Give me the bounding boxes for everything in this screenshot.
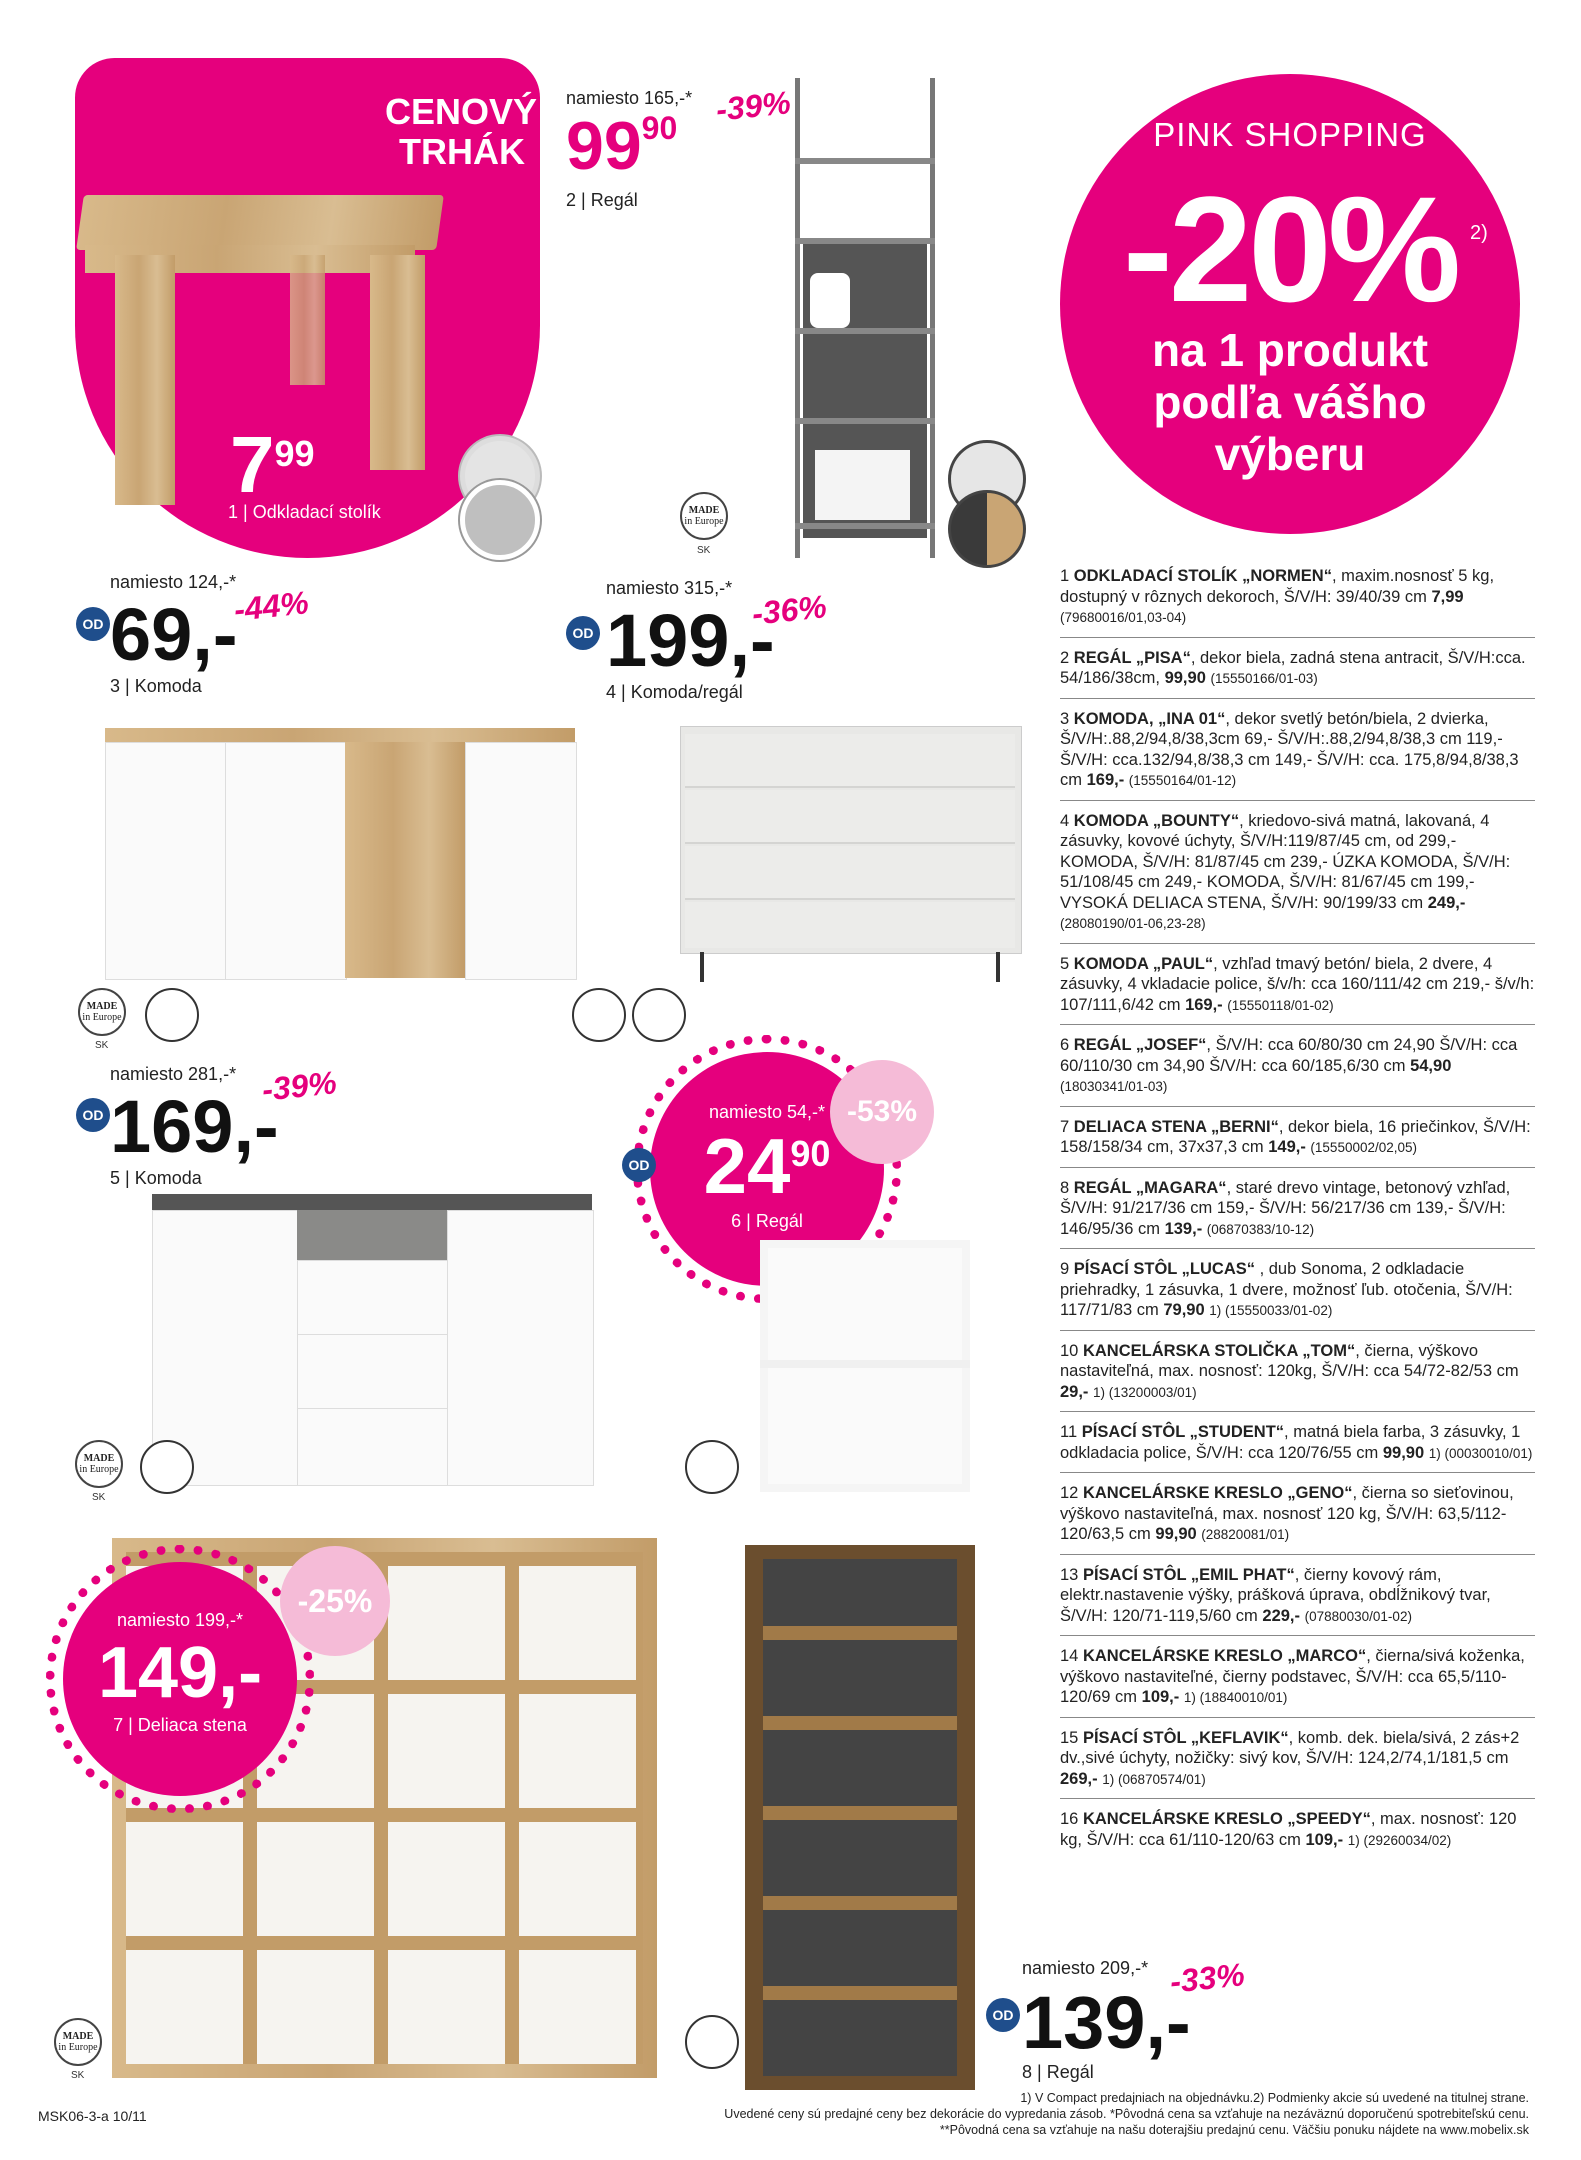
- product-name: KANCELÁRSKE KRESLO „GENO“: [1082, 1484, 1353, 1502]
- promo-subtitle: [1060, 324, 1520, 480]
- item6-caption: 6 | Regál: [731, 1211, 803, 1231]
- country-code: SK: [92, 1492, 106, 1503]
- color-swatch-grey[interactable]: [460, 480, 540, 560]
- item2-price-main: 99: [566, 108, 642, 184]
- product-name: KOMODA „PAUL“: [1073, 954, 1214, 973]
- size-variants-icon[interactable]: [685, 2015, 739, 2069]
- product-list: [1060, 562, 1535, 1865]
- made-in-europe-icon: [78, 988, 126, 1036]
- product-code: (28820081/01): [1201, 1527, 1290, 1542]
- item3-price: 69,-: [110, 593, 238, 676]
- product-name: REGÁL „PISA“: [1073, 648, 1191, 667]
- item8-was-price: namiesto 209,-*: [1022, 1958, 1149, 1978]
- product-code: (15550118/01-02): [1227, 997, 1334, 1013]
- item3-od-badge: OD: [76, 607, 110, 641]
- product-number: 12: [1060, 1484, 1079, 1502]
- item6-discount: -53%: [830, 1060, 934, 1164]
- hero-price: [230, 420, 315, 509]
- product-description: , max. nosnosť: 120 kg, Š/V/H: cca 61/110-120/63 cm: [1060, 1810, 1517, 1849]
- product-price: 99,90: [1155, 1525, 1197, 1543]
- product-entry: [1060, 1805, 1535, 1859]
- product-number: 2: [1060, 648, 1070, 667]
- product-entry: [1060, 562, 1535, 638]
- item5-price: 169,-: [110, 1085, 279, 1168]
- badge-line1: CENOVÝ: [385, 91, 538, 132]
- product-code: (79680016/01,03-04): [1060, 610, 1187, 625]
- made-label: MADE: [688, 505, 720, 516]
- product-entry: [1060, 950, 1535, 1026]
- product-description: , čierna so sieťovinou, výškovo nastaviteľná, max. nosnosť 120 kg, Š/V/H: 63,5/112-120/63,5 cm: [1060, 1484, 1514, 1543]
- shelf-pisa-image[interactable]: [795, 78, 935, 558]
- product-description: , maxim.nosnosť 5 kg, dostupný v rôznych dekoroch, Š/V/H: 39/40/39 cm: [1060, 567, 1495, 606]
- product-description: , Š/V/H: cca 60/80/30 cm 24,90 Š/V/H: cca 60/110/30 cm 34,90 Š/V/H: cca 60/185,6/30 cm: [1060, 1036, 1518, 1075]
- price-hit-badge: [385, 91, 538, 172]
- footer-note-2: Uvedené ceny sú predajné ceny bez dekorácie do vypredania zásob. *Pôvodná cena sa vzťahuje na nezáväznú doporučenú spotrebiteľskú cenu.: [724, 2107, 1529, 2121]
- size-variants-icon[interactable]: [145, 988, 199, 1042]
- product-price: 139,-: [1164, 1219, 1203, 1238]
- product-description: , vzhľad tmavý betón/ biela, 2 dvere, 4 zásuvky, 4 vkladacie police, š/v/h: cca 160/111/42 cm 219,- š/v/h: 107/111,6/42 cm: [1060, 954, 1535, 1014]
- made-sublabel: in Europe: [79, 1464, 119, 1475]
- product-entry: [1060, 1113, 1535, 1168]
- made-sublabel: in Europe: [82, 1012, 122, 1023]
- item6-price-main: 24: [703, 1122, 791, 1210]
- size-variants-icon[interactable]: [140, 1440, 194, 1494]
- product-number: 5: [1060, 954, 1070, 973]
- product-number: 8: [1060, 1178, 1070, 1197]
- item7-price-circle[interactable]: [63, 1562, 297, 1796]
- product-number: 11: [1060, 1423, 1078, 1441]
- made-sublabel: in Europe: [58, 2042, 98, 2053]
- product-price: 109,-: [1141, 1688, 1180, 1706]
- made-label: MADE: [62, 2031, 94, 2042]
- product-number: 10: [1060, 1341, 1079, 1360]
- footer-notes: [724, 2090, 1529, 2138]
- shelf-magara-image[interactable]: [745, 1545, 975, 2090]
- product-price: 99,90: [1164, 669, 1206, 687]
- item4-discount: -36%: [750, 588, 829, 632]
- product-price: 79,90: [1163, 1301, 1205, 1319]
- product-price: 54,90: [1410, 1056, 1452, 1075]
- hero-caption: 1 | Odkladací stolík: [228, 502, 381, 522]
- dresser-ina-image[interactable]: [105, 728, 575, 978]
- made-in-europe-icon: [680, 492, 728, 540]
- product-number: 7: [1060, 1117, 1070, 1136]
- product-entry: [1060, 705, 1535, 801]
- made-in-europe-icon: [54, 2018, 102, 2066]
- product-name: REGÁL „MAGARA“: [1073, 1178, 1227, 1197]
- item7-discount: -25%: [280, 1546, 390, 1656]
- shelf-josef-image[interactable]: [760, 1240, 970, 1492]
- product-price: 169,-: [1086, 771, 1125, 789]
- product-description: , kriedovo-sivá matná, lakovaná, 4 zásuvky, kovové úchyty, Š/V/H:119/87/45 cm, od 299,- KOMODA, Š/V/H: 81/87/45 cm 239,- ÚZKA KOMODA, Š/V/H: 51/108/45 cm 249,- KOMODA, Š/V/H: 81/67/45 cm 199,- VYSOKÁ DELIACA STENA, Š/V/H: 90/199/33 cm: [1060, 811, 1511, 912]
- product-description: , matná biela farba, 3 zásuvky, 1 odkladacia police, Š/V/H: cca 120/76/55 cm: [1060, 1423, 1521, 1462]
- size-variants-icon[interactable]: [632, 988, 686, 1042]
- product-name: DELIACA STENA „BERNI“: [1073, 1117, 1279, 1136]
- product-entry: [1060, 1337, 1535, 1413]
- product-entry: [1060, 1418, 1535, 1473]
- item4-caption: 4 | Komoda/regál: [606, 682, 743, 702]
- product-description: , dub Sonoma, 2 odkladacie priehradky, 1 zásuvka, 1 dvere, možnosť ľub. otočenia, Š/V/H: 117/71/83 cm: [1060, 1260, 1513, 1319]
- product-code: 1) (13200003/01): [1093, 1384, 1197, 1400]
- item7-caption: 7 | Deliaca stena: [113, 1715, 247, 1735]
- product-description: , komb. dek. biela/sivá, 2 zás+2 dv.,sivé úchyty, nožičky: sivý kov, Š/V/H: 124,2/74,1/181,5 cm: [1060, 1728, 1520, 1767]
- made-sublabel: in Europe: [684, 516, 724, 527]
- promo-line1: na 1 produkt: [1151, 324, 1429, 376]
- product-price: 7,99: [1431, 587, 1464, 606]
- color-swatch-oak[interactable]: [948, 490, 1026, 568]
- hero-price-main: 7: [230, 420, 275, 509]
- promo-line2: podľa vášho: [1153, 376, 1427, 428]
- product-number: 6: [1060, 1036, 1070, 1054]
- country-code: SK: [71, 2070, 85, 2081]
- item7-was-price: namiesto 199,-*: [116, 1610, 244, 1630]
- badge-line2: TRHÁK: [399, 131, 525, 172]
- product-description: , čierna/sivá koženka, výškovo nastaviteľné, čierny podstavec, Š/V/H: cca 65,5/110-120/69 cm: [1060, 1647, 1525, 1706]
- product-name: PÍSACÍ STÔL „LUCAS“: [1073, 1260, 1255, 1278]
- product-number: 3: [1060, 709, 1070, 728]
- dresser-bounty-image[interactable]: [680, 726, 1020, 986]
- product-code: 1) (29260034/02): [1347, 1832, 1452, 1848]
- promo-line3: výberu: [1214, 428, 1366, 480]
- product-number: 9: [1060, 1260, 1070, 1278]
- product-description: , dekor svetlý betón/biela, 2 dvierka, Š/V/H:.88,2/94,8/38,3cm 69,- Š/V/H:.88,2/94,8/38,3 cm 119,- Š/V/H: cca.132/94,8/38,3 cm 149,- Š/V/H: cca. 175,8/94,8/38,3 cm: [1060, 709, 1519, 789]
- product-number: 16: [1060, 1810, 1079, 1828]
- item6-price-cents: 90: [790, 1133, 831, 1174]
- product-description: , staré drevo vintage, betonový vzhľad, Š/V/H: 91/217/36 cm 159,- Š/V/H: 56/217/36 cm 139,- Š/V/H: 146/95/36 cm: [1060, 1178, 1511, 1238]
- product-name: PÍSACÍ STÔL „KEFLAVIK“: [1082, 1728, 1289, 1747]
- product-entry: [1060, 1724, 1535, 1800]
- product-price: 169,-: [1185, 995, 1223, 1014]
- item5-caption: 5 | Komoda: [110, 1168, 202, 1188]
- product-name: PÍSACÍ STÔL „EMIL PHAT“: [1082, 1565, 1295, 1584]
- country-code: SK: [697, 545, 711, 556]
- item8-od-badge: OD: [986, 1998, 1020, 2032]
- item3-was-price: namiesto 124,-*: [110, 572, 237, 592]
- item3-discount: -44%: [232, 584, 311, 628]
- product-entry: [1060, 1642, 1535, 1718]
- product-price: 149,-: [1268, 1138, 1306, 1156]
- product-price: 269,-: [1060, 1769, 1098, 1788]
- product-name: PÍSACÍ STÔL „STUDENT“: [1081, 1423, 1285, 1441]
- product-entry: [1060, 1255, 1535, 1331]
- product-price: 229,-: [1262, 1606, 1301, 1625]
- product-description: , čierny kovový rám, elektr.nastavenie výšky, prášková úprava, obdĺžnikový tvar, Š/V/H: 120/71-119,5/60 cm: [1060, 1565, 1491, 1625]
- footer-note-1: 1) V Compact predajniach na objednávku.2) Podmienky akcie sú uvedené na titulnej strane.: [1020, 2091, 1529, 2105]
- product-entry: [1060, 1174, 1535, 1250]
- item8-price: 139,-: [1022, 1981, 1191, 2064]
- item8-caption: 8 | Regál: [1022, 2062, 1094, 2082]
- product-code: (15550164/01-12): [1128, 773, 1237, 788]
- product-code: (15550002/02,05): [1310, 1140, 1418, 1155]
- product-number: 14: [1060, 1647, 1079, 1665]
- size-variants-icon[interactable]: [685, 1440, 739, 1494]
- item2-price-cents: 90: [641, 110, 678, 146]
- promo-discount: -20%: [1122, 165, 1458, 333]
- product-description: , dekor biela, zadná stena antracit, Š/V/H:cca. 54/186/38cm,: [1060, 648, 1526, 687]
- item8-discount: -33%: [1168, 1956, 1247, 2000]
- pink-shopping-promo[interactable]: [1060, 74, 1520, 534]
- product-description: , dekor biela, 16 priečinkov, Š/V/H: 158/158/34 cm, 37x37,3 cm: [1060, 1117, 1531, 1156]
- catalog-code: MSK06-3-a 10/11: [38, 2108, 147, 2124]
- item6-was-price: namiesto 54,-*: [708, 1102, 826, 1122]
- color-swatch-icon[interactable]: [572, 988, 626, 1042]
- product-entry: [1060, 807, 1535, 944]
- product-code: (15550166/01-03): [1210, 671, 1318, 686]
- product-entry: [1060, 1479, 1535, 1555]
- product-code: (18030341/01-03): [1060, 1079, 1168, 1094]
- made-label: MADE: [86, 1001, 118, 1012]
- product-entry: [1060, 1031, 1535, 1107]
- product-price: 249,-: [1427, 893, 1466, 912]
- product-name: KOMODA, „INA 01“: [1073, 709, 1226, 728]
- product-name: KANCELÁRSKA STOLIČKA „TOM“: [1082, 1341, 1356, 1360]
- item5-od-badge: OD: [76, 1098, 110, 1132]
- item3-caption: 3 | Komoda: [110, 676, 202, 696]
- item6-od-badge: OD: [622, 1148, 656, 1182]
- product-name: REGÁL „JOSEF“: [1073, 1036, 1207, 1054]
- product-code: (28080190/01-06,23-28): [1060, 916, 1206, 931]
- product-code: 1) (00030010/01): [1428, 1445, 1533, 1461]
- product-entry: [1060, 1561, 1535, 1637]
- product-price: 109,-: [1305, 1830, 1344, 1849]
- item2-was-price: namiesto 165,-*: [566, 88, 693, 108]
- product-name: KANCELÁRSKE KRESLO „MARCO“: [1082, 1647, 1367, 1665]
- item5-was-price: namiesto 281,-*: [110, 1064, 237, 1084]
- item2-price: [566, 108, 678, 184]
- product-code: (07880030/01-02): [1304, 1608, 1412, 1624]
- item4-was-price: namiesto 315,-*: [606, 578, 733, 598]
- product-number: 1: [1060, 567, 1070, 585]
- product-price: 29,-: [1060, 1382, 1089, 1401]
- product-number: 13: [1060, 1565, 1079, 1584]
- product-number: 15: [1060, 1728, 1079, 1747]
- item7-price: 149,-: [97, 1633, 263, 1713]
- item5-discount: -39%: [260, 1064, 339, 1108]
- product-price: 99,90: [1382, 1443, 1425, 1462]
- country-code: SK: [95, 1040, 109, 1051]
- product-entry: [1060, 644, 1535, 699]
- item4-price: 199,-: [606, 599, 775, 682]
- item2-discount: -39%: [714, 84, 793, 128]
- product-code: (06870383/10-12): [1206, 1221, 1315, 1237]
- product-name: ODKLADACÍ STOLÍK „NORMEN“: [1073, 567, 1332, 585]
- product-code: 1) (06870574/01): [1102, 1771, 1206, 1787]
- product-number: 4: [1060, 811, 1070, 830]
- dresser-paul-image[interactable]: [152, 1194, 592, 1484]
- made-label: MADE: [83, 1453, 115, 1464]
- item2-caption: 2 | Regál: [566, 190, 638, 210]
- product-name: KOMODA „BOUNTY“: [1073, 811, 1240, 830]
- made-in-europe-icon: [75, 1440, 123, 1488]
- hero-price-cents: 99: [274, 433, 315, 474]
- product-name: KANCELÁRSKE KRESLO „SPEEDY“: [1082, 1810, 1371, 1828]
- footer-note-3: **Pôvodná cena sa vzťahuje na našu doterajšiu predajnú cenu. Väčšiu ponuku nájdete na www.mobelix.sk: [939, 2123, 1529, 2137]
- item4-od-badge: OD: [566, 616, 600, 650]
- product-code: 1) (18840010/01): [1183, 1690, 1288, 1705]
- promo-footnote: 2): [1470, 222, 1488, 244]
- product-code: 1) (15550033/01-02): [1209, 1303, 1333, 1318]
- promo-title: PINK SHOPPING: [1153, 116, 1427, 153]
- product-description: , čierna, výškovo nastaviteľná, max. nosnosť: 120kg, Š/V/H: cca 54/72-82/53 cm: [1060, 1341, 1519, 1380]
